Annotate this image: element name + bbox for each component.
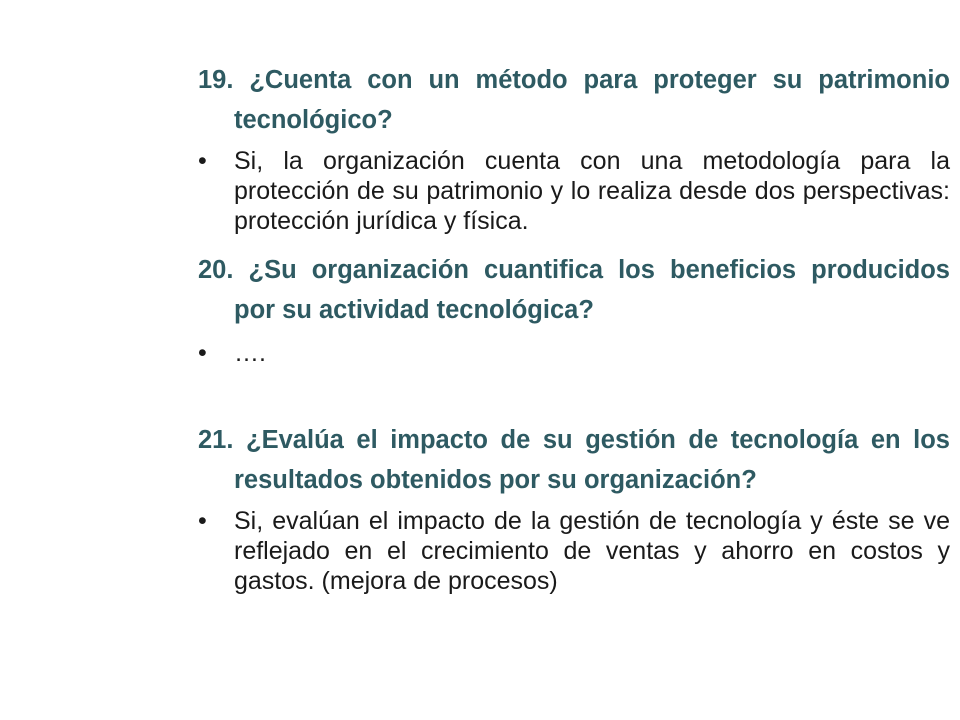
question-20-number: 20. [198,256,234,284]
question-20-text [198,250,950,330]
answer-21-body: Si, evalúan el impacto de la gestión de tecnología y éste se ve reflejado en el crecimiento de ventas y ahorro en costos y gastos. (mejora de procesos) [234,507,950,595]
bullet-icon: • [198,147,207,175]
question-21-number: 21. [198,426,234,454]
question-21-body: ¿Evalúa el impacto de su gestión de tecnología en los resultados obtenidos por su organización? [234,426,950,494]
question-21-text [198,420,950,500]
answer-19-text [198,146,950,236]
question-21 [198,420,950,500]
answer-19 [198,146,950,236]
bullet-icon: • [198,339,207,367]
bullet-icon: • [198,507,207,535]
question-19-number: 19. [198,66,234,94]
question-20-body: ¿Su organización cuantifica los beneficios producidos por su actividad tecnológica? [234,256,950,324]
answer-21-text [198,506,950,596]
answer-19-body: Si, la organización cuenta con una metodología para la protección de su patrimonio y lo realiza desde dos perspectivas: protección jurídica y física. [234,147,950,235]
answer-20 [198,338,950,368]
question-19 [198,60,950,140]
answer-21 [198,506,950,596]
question-19-body: ¿Cuenta con un método para proteger su patrimonio tecnológico? [234,66,950,134]
answer-20-text [198,338,950,368]
question-20 [198,250,950,330]
answer-20-body: …. [234,339,266,367]
question-19-text [198,60,950,140]
